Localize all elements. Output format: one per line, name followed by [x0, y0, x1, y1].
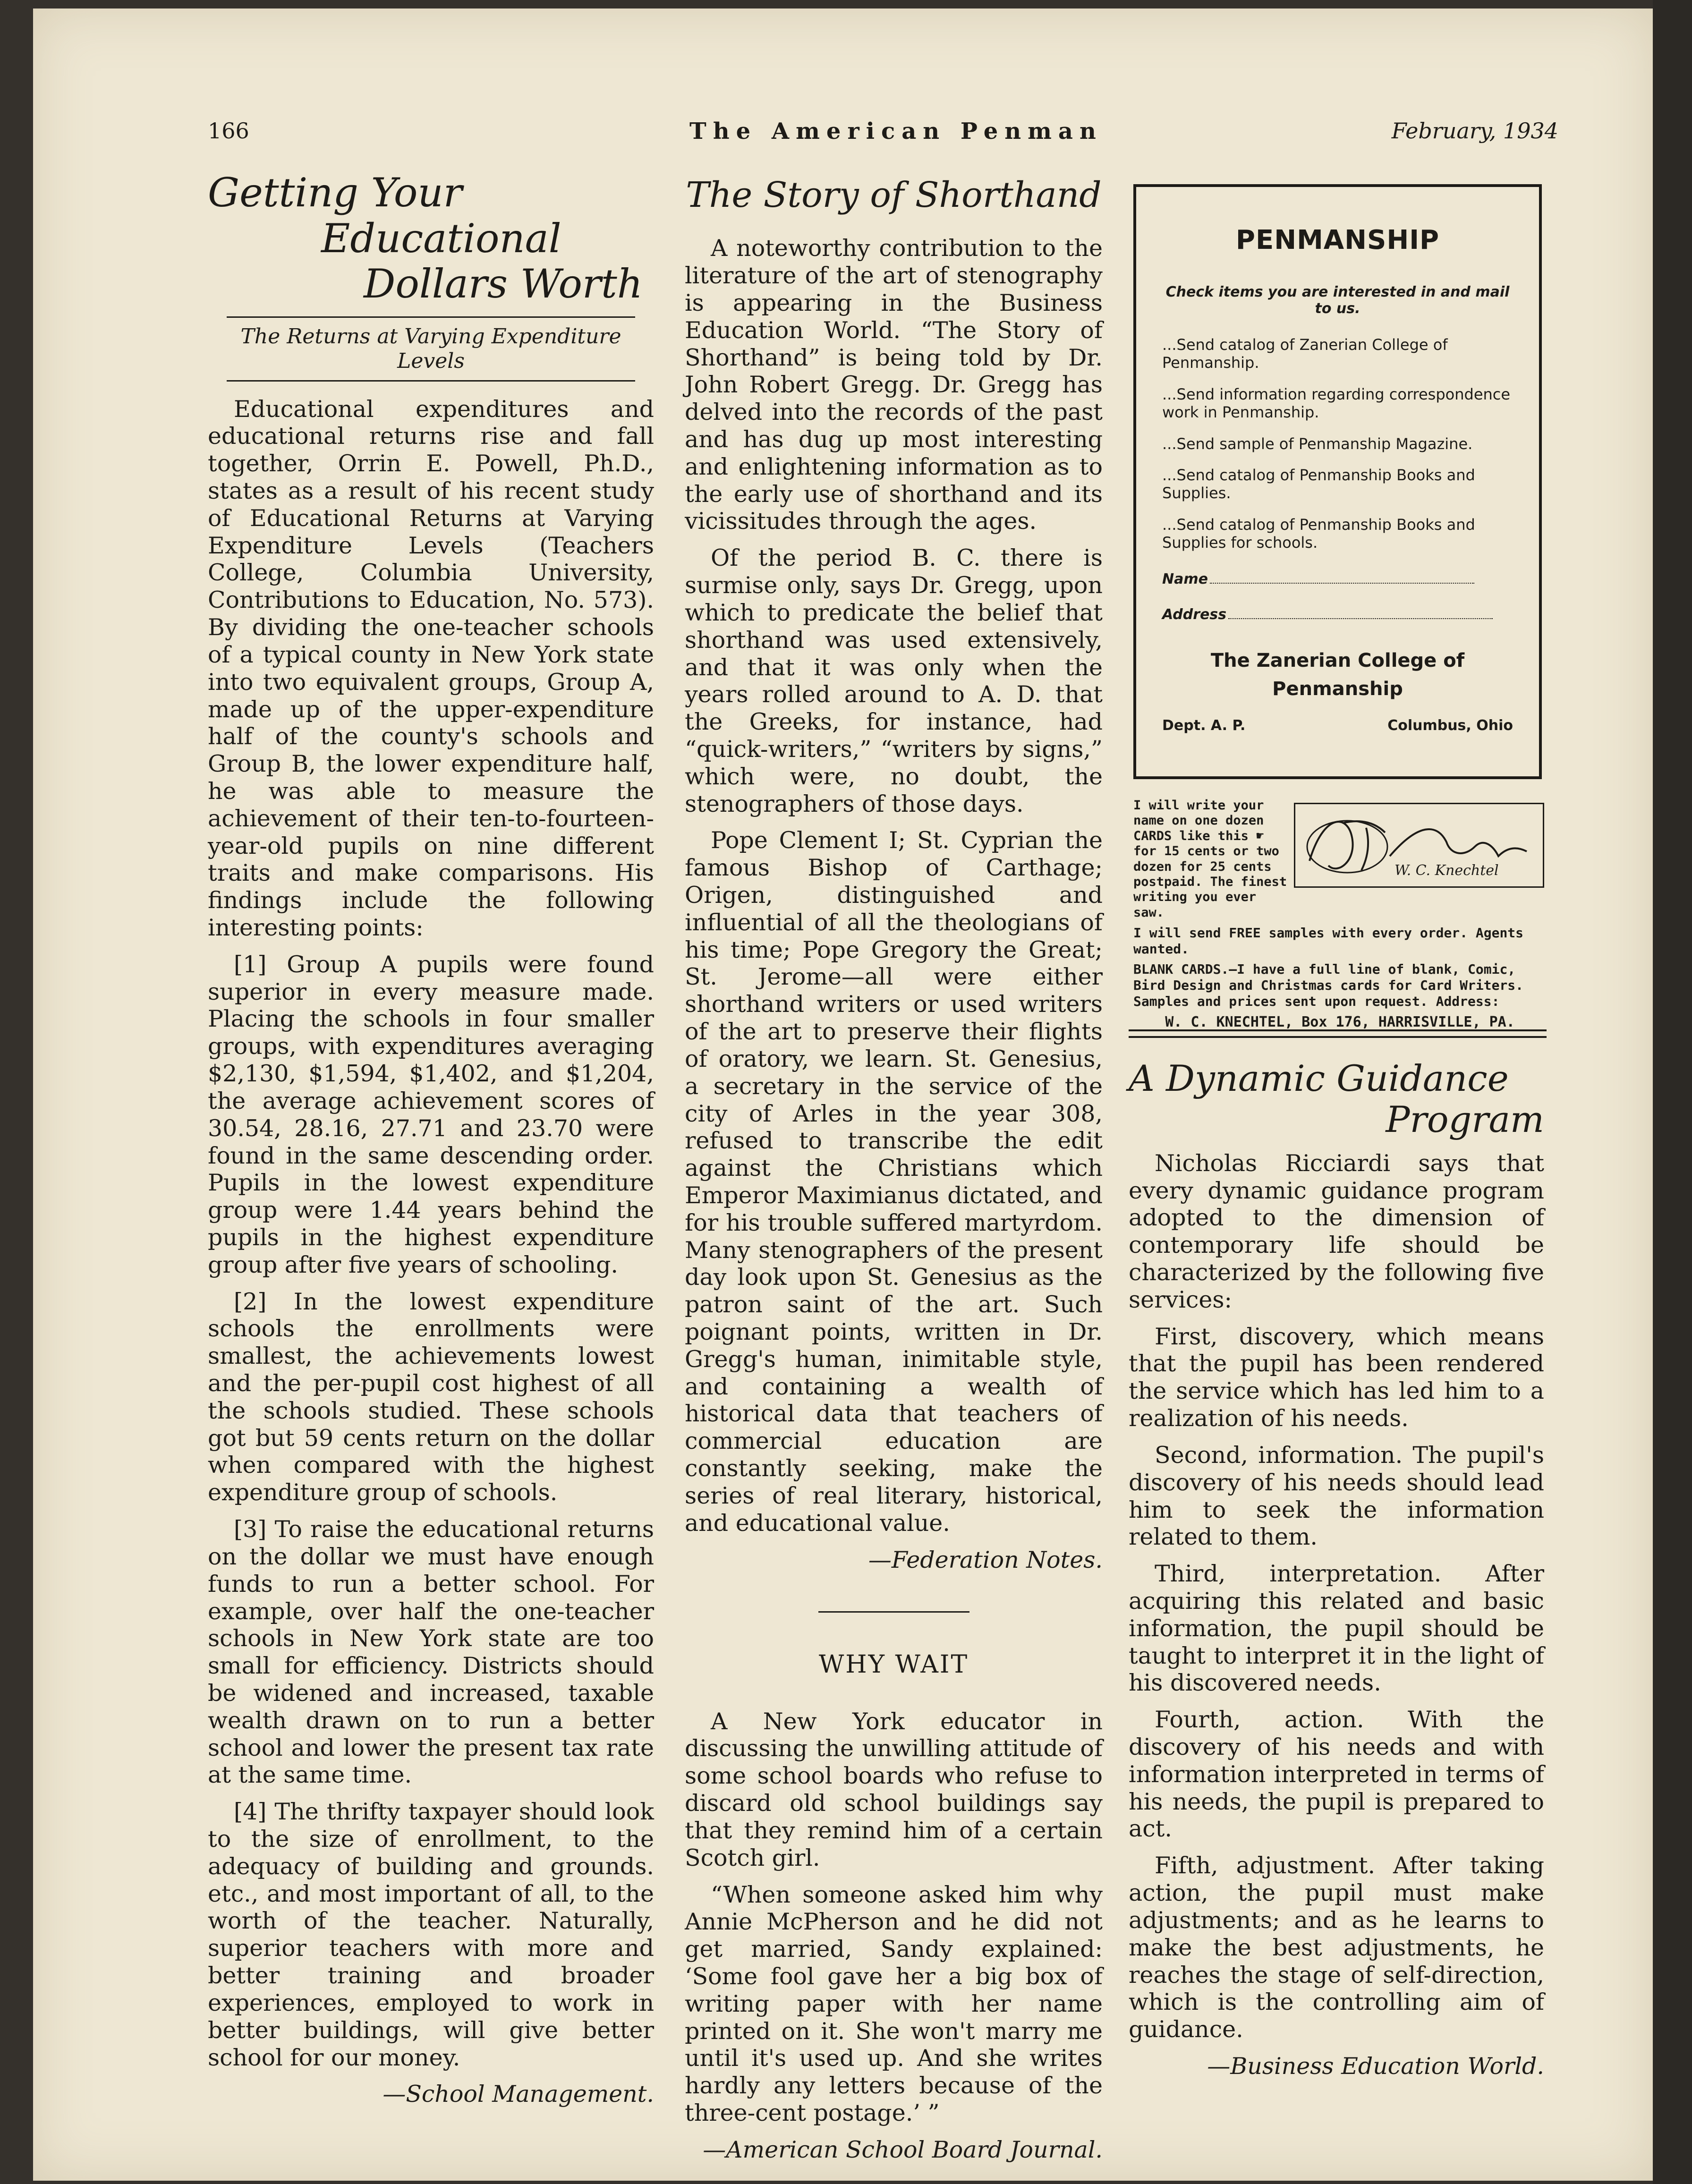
ad-checkbox-item[interactable]: ...Send catalog of Penmanship Books and Supplies for schools.	[1162, 515, 1475, 552]
issue-date: February, 1934	[1391, 118, 1558, 144]
knechtel-ad	[1133, 798, 1547, 1031]
article-dynamic-guidance	[1129, 1058, 1544, 2090]
ad-footer	[1162, 717, 1513, 734]
name-blank[interactable]	[1210, 583, 1474, 584]
article-credit: —Business Education World.	[1207, 2052, 1544, 2080]
paragraph: A noteworthy contribution to the literature of the art of stenography is appearing in the Business Education World. “The Story of Shorthand” is being told by Dr. John Robert Gregg. Dr. Gregg has delved into the records of the past and has dug up most interesting and enlightening information as to the early use of shorthand and its vicissitudes through the ages.	[685, 235, 1103, 535]
article-credit: —Federation Notes.	[868, 1546, 1103, 1573]
title-line: Getting Your	[208, 170, 462, 216]
paragraph: Educational expenditures and educational returns rise and fall together, Orrin E. Powell, Ph.D., states as a result of his recent study of Educational Returns at Varying Expenditure Levels (Teachers College, Columbia University, Contributions to Education, No. 573). By dividing the one-teacher schools of a typical county in New York state into two equivalent groups, Group A, made up of the upper-expenditure half of the county's schools and Group B, the lower expenditure half, he was able to measure the achievement of their ten-to-fourteen-year-old pupils on nine different traits and make comparisons. His findings include the following interesting points:	[208, 395, 654, 942]
article-credit: —American School Board Journal.	[703, 2136, 1103, 2163]
article-title	[1129, 1058, 1544, 1140]
knechtel-samples: I will send FREE samples with every order. Agents wanted.	[1133, 925, 1524, 957]
title-line: Program	[1386, 1098, 1544, 1141]
paragraph: Third, interpretation. After acquiring this related and basic information, the pupil should be taught to interpret it in the light of his discovered needs.	[1129, 1560, 1544, 1697]
paragraph: Of the period B. C. there is surmise only, says Dr. Gregg, upon which to predicate the belief that shorthand was used extensively, and that it was only when the years rolled around to A. D. that the Greeks, for instance, had “quick-writers,” “writers by signs,” which were, no doubt, the stenographers of those days.	[685, 544, 1103, 817]
paragraph: [4] The thrifty taxpayer should look to the size of enrollment, to the adequacy of building and grounds. etc., and most important of all, to the worth of the teacher. Naturally, superior teachers with more and better training and broader experiences, employed to work in better buildings, will give better school for our money.	[208, 1798, 654, 2071]
paragraph: Second, information. The pupil's discovery of his needs should lead him to seek the information related to them.	[1129, 1441, 1544, 1551]
paragraph: Fourth, action. With the discovery of his needs and with information interpreted in terms of his needs, the pupil is prepared to act.	[1129, 1706, 1544, 1843]
name-label: Name	[1162, 570, 1208, 587]
knechtel-address: W. C. KNECHTEL, Box 176, HARRISVILLE, PA.	[1165, 1014, 1515, 1031]
scan-background	[1653, 0, 1692, 2184]
ad-organization: The Zanerian College of Penmanship	[1210, 649, 1465, 700]
paragraph: [1] Group A pupils were found superior in every measure made. Placing the schools in four smaller groups, with expenditures averaging $2,130, $1,594, $1,402, and $1,204, the average achievement scores of 30.54, 28.16, 27.71 and 23.70 were found in the same descending order. Pupils in the lowest expenditure group were 1.44 years behind the pupils in the highest expenditure group after five years of schooling.	[208, 951, 654, 1278]
title-line: Dollars Worth	[364, 261, 643, 307]
ad-checkbox-item[interactable]: ...Send catalog of Penmanship Books and Supplies.	[1162, 466, 1475, 502]
article-subtitle: The Returns at Varying Expenditure Levels	[227, 316, 635, 382]
ad-dept: Dept. A. P.	[1162, 717, 1246, 734]
article-credit: —School Management.	[383, 2081, 654, 2108]
paragraph: “When someone asked him why Annie McPherson and he did not get married, Sandy explained: ‘Some fool gave her a big box of writing paper with her name printed on it. She won't marry me until it's used up. And she writes hardly any letters because of the three-cent postage.’ ”	[685, 1881, 1103, 2127]
knechtel-blank-cards: BLANK CARDS.—I have a full line of blank, Comic, Bird Design and Christmas cards for Card Writers. Samples and prices sent upon request. Address:	[1133, 961, 1524, 1009]
ad-checkbox-item[interactable]: ...Send catalog of Zanerian College of Penmanship.	[1162, 336, 1448, 372]
address-label: Address	[1162, 606, 1227, 623]
address-blank[interactable]	[1228, 618, 1493, 619]
paragraph: [2] In the lowest expenditure schools the enrollments were smallest, the achievements lowest and the per-pupil cost highest of all the schools studied. These schools got but 59 cents return on the dollar when compared with the highest expenditure group of schools.	[208, 1288, 654, 1506]
penmanship-ad	[1133, 184, 1542, 779]
knechtel-offer: I will write your name on one dozen CARDS like this ☛ for 15 cents or two dozen for 25 cents postpaid. The finest writing you ever saw.	[1133, 798, 1287, 920]
signature-text: W. C. Knechtel	[1394, 862, 1499, 879]
title-line: A Dynamic Guidance	[1129, 1057, 1509, 1099]
journal-title: The American Penman	[689, 118, 1103, 144]
article-title	[208, 170, 654, 307]
double-rule	[1129, 1029, 1547, 1038]
paragraph: Nicholas Ricciardi says that every dynamic guidance program adopted to the dimension of contemporary life should be characterized by the following five services:	[1129, 1149, 1544, 1313]
signature-card	[1294, 803, 1544, 888]
paragraph: [3] To raise the educational returns on the dollar we must have enough funds to run a better school. For example, over half the one-teacher schools in New York state are too small for efficiency. Districts should be widened and increased, taxable wealth drawn on to run a better school and lower the present tax rate at the same time.	[208, 1516, 654, 1789]
paragraph: First, discovery, which means that the pupil has been rendered the service which has led him to a realization of his needs.	[1129, 1323, 1544, 1432]
ad-instruction: Check items you are interested in and mail to us.	[1165, 284, 1510, 317]
page-number: 166	[208, 118, 249, 144]
ad-city: Columbus, Ohio	[1387, 717, 1513, 734]
ad-checkbox-item[interactable]: ...Send sample of Penmanship Magazine.	[1162, 434, 1473, 453]
paragraph: Pope Clement I; St. Cyprian the famous Bishop of Carthage; Origen, distinguished and influential of all the theologians of his time; Pope Gregory the Great; St. Jerome—all were either shorthand writers or used writers of the art to preserve their flights of oratory, we learn. St. Genesius, a secretary in the service of the city of Arles in the year 308, refused to transcribe the edit against the Christians which Emperor Maximianus dictated, and for his trouble suffered martyrdom. Many stenographers of the present day look upon St. Genesius as the patron saint of the art. Such poignant points, written in Dr. Gregg's human, inimitable style, and containing a wealth of historical data that teachers of commercial education are constantly seeking, make the series of real literary, historical, and educational value.	[685, 827, 1103, 1537]
title-line: Educational	[321, 215, 561, 262]
article-educational-dollars	[208, 170, 654, 2117]
paragraph: A New York educator in discussing the unwilling attitude of some school boards who refuse to discard old school buildings say that they remind him of a certain Scotch girl.	[685, 1708, 1103, 1871]
name-field[interactable]	[1162, 571, 1513, 587]
article-title: The Story of Shorthand	[686, 175, 1102, 215]
section-divider	[818, 1611, 969, 1613]
ad-heading: PENMANSHIP	[1235, 225, 1440, 255]
paragraph: Fifth, adjustment. After taking action, the pupil must make adjustments; and as he learns to make the best adjustments, he reaches the stage of self-direction, which is the controlling aim of guidance.	[1129, 1852, 1544, 2043]
address-field[interactable]	[1162, 606, 1513, 623]
ad-checkbox-item[interactable]: ...Send information regarding correspondence work in Penmanship.	[1162, 385, 1511, 422]
article-story-of-shorthand	[685, 175, 1103, 2173]
page-header	[208, 118, 1558, 161]
signature-image	[1295, 804, 1543, 886]
article-title-why-wait: WHY WAIT	[818, 1650, 969, 1679]
